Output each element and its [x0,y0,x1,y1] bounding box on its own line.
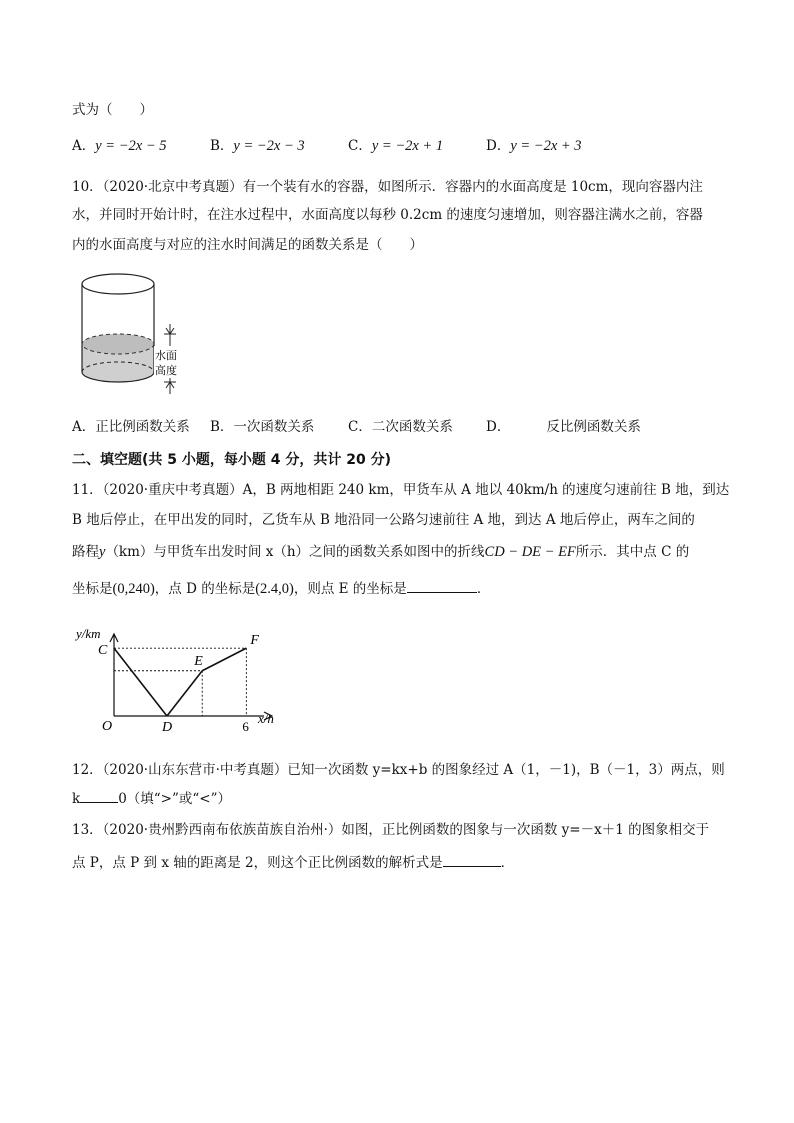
x-axis-label: x/h [258,711,274,726]
section-heading: 二、填空题(共 5 小题，每小题 4 分，共计 20 分) [72,452,392,468]
q9-option-b: B．y = −2x − 3 [210,138,305,154]
q9-option-d: D．y = −2x + 3 [486,138,582,154]
q13-answer-blank[interactable] [443,852,501,867]
q9-option-c: C．y = −2x + 1 [348,138,444,154]
q9-options [72,136,722,156]
water-surface [82,334,154,354]
q11-line-3: 路程y（km）与甲货车出发时间 x（h）之间的函数关系如图中的折线CD − DE − EF所示．其中点 C 的 [72,544,690,560]
segment-de [167,671,202,716]
container-figure [74,266,194,402]
q10-line-3: 内的水面高度与对应的注水时间满足的函数关系是（ ） [72,237,423,253]
q11-line-4: 坐标是(0,240)，点 D 的坐标是(2.4,0)，则点 E 的坐标是 ． [72,578,490,599]
cylinder-top [82,274,154,294]
segment-cd [114,648,167,716]
point-label-c: C [98,643,108,659]
q10-option-c: C．二次函数关系 [348,419,453,435]
q13-line-1: 13．（2020·贵州黔西南布依族苗族自治州·）如图，正比例函数的图象与一次函数 y=－x＋1 的图象相交于 [72,822,710,838]
q10-option-d: D． 反比例函数关系 [486,419,641,435]
q12-line-2: k 0（填“>”或“<”） [72,788,231,809]
q10-option-b: B．一次函数关系 [210,419,315,435]
origin-label: O [102,719,113,732]
point-label-d: D [161,720,173,732]
q9-tail: 式为（ ） [72,102,153,118]
q10-line-1: 10．（2020·北京中考真题）有一个装有水的容器，如图所示．容器内的水面高度是 10cm，现向容器内注 [72,179,703,195]
point-label-e: E [194,653,203,669]
q10-option-a: A．正比例函数关系 [72,419,190,435]
q11-line-2: B 地后停止，在甲出发的同时，乙货车从 B 地沿同一公路匀速前往 A 地，到达 A 地后停止，两车之间的 [72,512,695,528]
segment-ef [202,648,246,671]
q9-option-a: A．y = −2x − 5 [72,138,167,154]
q11-line-1: 11．（2020·重庆中考真题）A，B 两地相距 240 km，甲货车从 A 地以 40km/h 的速度匀速前往 B 地，到达 [72,482,730,498]
q11-answer-blank[interactable] [407,578,477,593]
point-label-f: F [250,633,259,649]
y-axis-label: y/km [76,626,101,641]
q10-line-2: 水，并同时开始计时，在注水过程中，水面高度以每秒 0.2cm 的速度匀速增加，则容器注满水之前，容器 [72,207,703,223]
q10-options [72,417,722,437]
x-tick-label-6: 6 [242,719,249,732]
q12-answer-blank[interactable] [80,788,118,803]
height-label-2: 高度 [155,365,177,377]
q11-chart [70,622,290,732]
q12-line-1: 12．（2020·山东东营市·中考真题）已知一次函数 y=kx+b 的图象经过 A（1，－1)，B（－1，3）两点，则 [72,762,725,778]
q13-line-2: 点 P，点 P 到 x 轴的距离是 2，则这个正比例函数的解析式是 ． [72,852,514,873]
height-label-1: 水面 [155,350,177,362]
